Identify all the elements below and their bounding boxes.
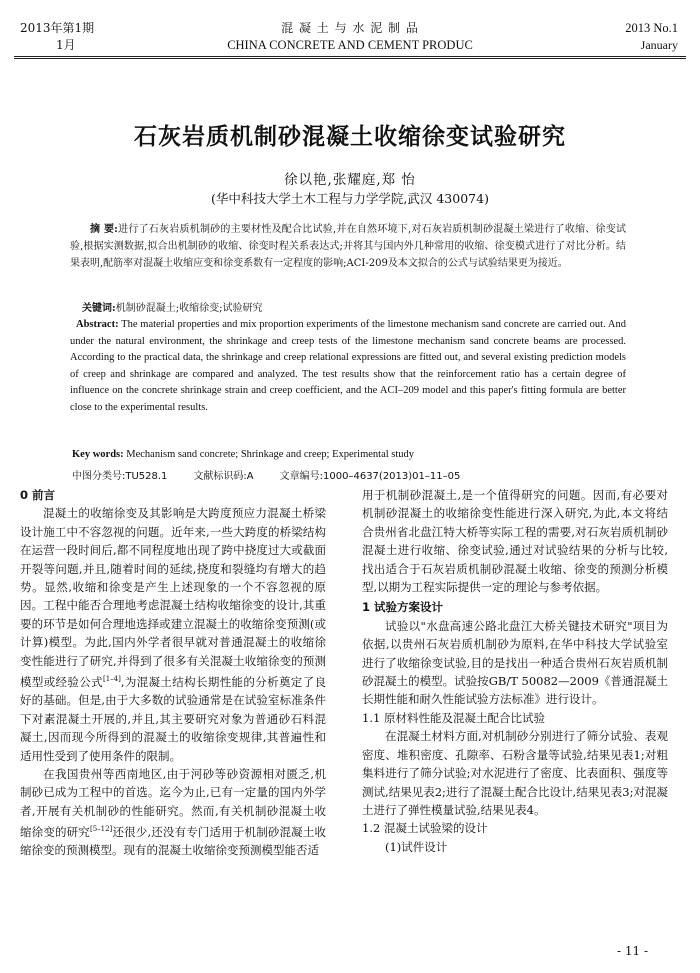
intro-p1-text: 混凝土的收缩徐变及其影响是大跨度预应力混凝土桥梁设计施工中不容忽视的问题。近年来,一些大跨度的桥梁结构在运营一段时间后,都不同程度地出现了跨中挠度过大或截面开裂等问题,并且,随着时间的延续,挠度和裂缝均有增大的趋势。显然,收缩和徐变是产生上述现象的一个不容忽视的原因。工程中能否合理地考虑混凝土结构收缩徐变的设计,其重要的环节是如何合理地选择或建立混凝土的收缩徐变预测(或计算)模型。为此,国内外学者很早就对普通混凝土的收缩徐变性能进行了研究,并得到了很多有关混凝土收缩徐变的预测模型或经验公式 [20,506,326,689]
classification [72,467,460,482]
keywords-en [72,449,414,460]
intro-p1-cont: ,为混凝土结构长期性能的分析奠定了良好的基础。但是,由于大多数的试验通常是在试验室标准条件下对素混凝土开展的,并且,其主要研究对象为普通砂石料混凝土,因而现今所得到的混凝土的收缩徐变规律,其普遍性和适用性受到了使用条件的限制。 [20,674,327,763]
abstract-en [70,317,626,416]
affiliation: (华中科技大学土木工程与力学学院,武汉 430074) [211,191,489,206]
clc-number: 中图分类号:TU528.1 [72,471,168,482]
header-rule-top [14,56,686,57]
abstract-cn [70,221,626,272]
section-1-1-heading: 1.1 原材料性能及混凝土配合比试验 [362,710,545,725]
abstract-cn-label: 摘 要: [90,224,118,235]
citation-5-12: [5–12] [89,825,113,834]
month-en: January [640,38,678,52]
issue-en: 2013 No.1 [625,21,678,35]
body-left-column [20,486,326,860]
section-1-2-1-label: (1)试件设计 [385,839,448,854]
doc-code: 文献标识码:A [193,471,254,482]
header-rule-bottom [14,58,686,59]
section-1-heading: 1 试验方案设计 [362,600,444,615]
section-1-1-paragraph: 在混凝土材料方面,对机制砂分别进行了筛分试验、表观密度、堆积密度、孔隙率、石粉含量等试验,结果见表1;对粗集料进行了筛分试验;对水泥进行了密度、比表面积、强度等测试,结果见表2;进行了混凝土配合比设计,结果见表3;对混凝土进行了弹性模量试验,结果见表4。 [362,729,668,817]
abstract-en-text: The material properties and mix proportion experiments of the limestone mechanism sand concrete are carried out. And under the natural environment, the shrinkage and creep tests of the limestone mechanism sand concrete beams are processed. According to the practical data, the shrinkage and creep relational expressions are fitted out, and several existing prediction models of creep and shrinkage are compared and analyzed. The test results show that the reinforcement ratio has a certain degree of influence on the concrete shrinkage strain and creep coefficient, and the ACI–209 model and this paper's fitting formula are better close to the experimental results. [70,319,626,413]
section-1-paragraph: 试验以"水盘高速公路北盘江大桥关键技术研究"项目为依据,以贵州石灰岩质机制砂为原料,在华中科技大学试验室进行了收缩徐变试验,目的是找出一种适合贵州石灰岩质机制砂混凝土的模型。试验按GB/T 50082—2009《普通混凝土长期性能和耐久性能试验方法标准》进行设计。 [362,618,668,707]
abstract-cn-text: 进行了石灰岩质机制砂的主要材性及配合比试验,并在自然环境下,对石灰岩质机制砂混凝土梁进行了收缩、徐变试验,根据实测数据,拟合出机制砂的收缩、徐变时程关系表达式;并将其与国内外几种常用的收缩、徐变模式进行了对比分析。结果表明,配筋率对混凝土收缩应变和徐变系数有一定程度的影响;ACI-209及本文拟合的公式与试验结果更为接近。 [70,224,626,269]
citation-1-4: [1–4] [102,675,121,684]
intro-paragraph-2 [20,765,326,860]
article-number: 文章编号:1000–4637(2013)01–11–05 [279,471,461,482]
abstract-en-label: Abstract: [76,319,119,330]
section-intro-heading: 0 前言 [20,488,56,502]
authors: 徐以艳,张耀庭,郑 怡 [284,172,416,188]
intro-p2-cont: 还很少,还没有专门适用于机制砂混凝土收缩徐变的预测模型。现有的混凝土收缩徐变预测模型能否适 [20,824,327,858]
intro-paragraph-1 [20,504,326,765]
intro-p2-text: 在我国贵州等西南地区,由于河砂等砂资源相对匮乏,机制砂已成为工程中的首选。迄今为止,已有一定量的国内外学者,开展有关机制砂的性能研究。然而,有关机制砂混凝土收缩徐变的研究 [20,766,326,839]
keywords-en-label: Key words: [72,449,124,460]
page-number: - 11 - [616,944,648,958]
intro-paragraph-3: 用于机制砂混凝土,是一个值得研究的问题。因而,有必要对机制砂混凝土的收缩徐变性能进行深入研究,为此,本文将结合贵州省北盘江特大桥等实际工程的需要,对石灰岩质机制砂混凝土进行收缩、徐变试验,通过对试验结果的分析与比较,找出适合于石灰岩质机制砂混凝土收缩、徐变的预测分析模型,以期为工程实际提供一定的理论与参考依据。 [362,488,668,595]
keywords-en-text: Mechanism sand concrete; Shrinkage and creep; Experimental study [126,449,415,460]
keywords-cn [82,299,262,314]
paper-title: 石灰岩质机制砂混凝土收缩徐变试验研究 [134,124,566,150]
keywords-cn-text: 机制砂混凝土;收缩徐变;试验研究 [115,303,263,314]
journal-cn: 混 凝 土 与 水 泥 制 品 [281,21,419,35]
issue-cn: 2013年第1期 [20,21,95,35]
month-cn: 1月 [56,38,76,52]
journal-en: CHINA CONCRETE AND CEMENT PRODUC [227,38,473,52]
keywords-cn-label: 关键词: [82,303,116,314]
section-1-2-heading: 1.2 混凝土试验梁的设计 [362,821,488,836]
body-right-column [362,486,668,856]
